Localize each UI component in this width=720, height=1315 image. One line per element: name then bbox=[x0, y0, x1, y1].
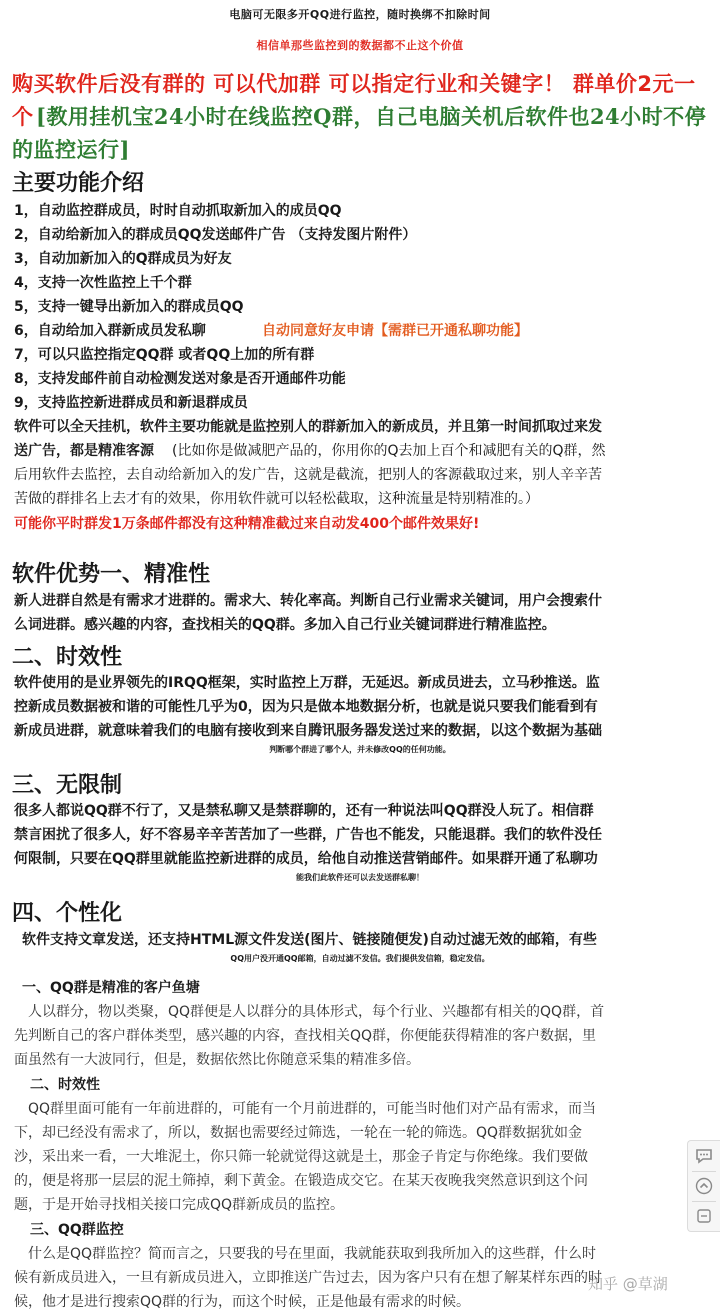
intro-paragraph-example: (比如你是做减肥产品的，你用你的Q去加上百个和减肥有关的Q群，然 bbox=[172, 443, 606, 459]
section-title-timeliness: 二、时效性 bbox=[12, 645, 123, 670]
timeliness-line-2: 控新成员数据被和谐的可能性几乎为0，因为只是做本地数据分析，也就是说只要我们能看到有 bbox=[14, 699, 598, 715]
headline-guaji-cont: 的监控运行] bbox=[12, 137, 130, 162]
monitoring-line-3: 候，他才是进行搜索QQ群的行为，而这个时候，正是他最有需求的时候。 bbox=[14, 1294, 471, 1310]
feature-item-8: 8，支持发邮件前自动检测发送对象是否开通邮件功能 bbox=[14, 371, 346, 387]
side-divider bbox=[692, 1171, 716, 1172]
section-title-unlimited: 三、无限制 bbox=[12, 773, 123, 798]
personalization-line-2: QQ用户没开通QQ邮箱，自动过滤不发信。我们提供发信箱，稳定发信。 bbox=[230, 954, 490, 963]
monitoring-line-1: 什么是QQ群监控？简而言之，只要我的号在里面，我就能获取到我所加入的这些群，什么时 bbox=[28, 1246, 597, 1262]
section-title-precision: 软件优势一、精准性 bbox=[12, 562, 211, 587]
precision-line-1: 新人进群自然是有需求才进群的。需求大、转化率高。判断自己行业需求关键词，用户会搜索什 bbox=[14, 593, 602, 609]
personalization-line-1: 软件支持文章发送，还支持HTML源文件发送(图片、链接随便发)自动过滤无效的邮箱，有些 bbox=[22, 932, 597, 948]
feature-item-6-note: 自动同意好友申请【需群已开通私聊功能】 bbox=[262, 323, 528, 339]
fishpond-line-3: 面虽然有一大波同行，但是，数据依然比你随意采集的精准多倍。 bbox=[14, 1052, 420, 1068]
intro-paragraph-line-2: 送广告，都是精准客源 bbox=[14, 443, 154, 459]
sub-timeliness-line-2: 下，却已经没有需求了，所以，数据也需要经过筛选，一轮在一轮的筛选。QQ群数据犹如金 bbox=[14, 1125, 583, 1141]
feature-item-1: 1，自动监控群成员，时时自动抓取新加入的成员QQ bbox=[14, 203, 342, 219]
fishpond-line-1: 人以群分，物以类聚，QQ群便是人以群分的具体形式，每个行业、兴趣都有相关的QQ群，首 bbox=[28, 1004, 605, 1020]
unlimited-line-1: 很多人都说QQ群不行了，又是禁私聊又是禁群聊的，还有一种说法叫QQ群没人玩了。相信群 bbox=[14, 803, 594, 819]
subheading-fishpond: 一、QQ群是精准的客户鱼塘 bbox=[22, 980, 200, 996]
feature-item-2: 2，自动给新加入的群成员QQ发送邮件广告 （支持发图片附件） bbox=[14, 227, 417, 243]
section-title-features: 主要功能介绍 bbox=[12, 171, 145, 196]
highlight-email-effect: 可能你平时群发1万条邮件都没有这种精准截过来自动发400个邮件效果好! bbox=[14, 516, 480, 532]
feature-item-3: 3，自动加新加入的Q群成员为好友 bbox=[14, 251, 232, 267]
sub-timeliness-line-1: QQ群里面可能有一年前进群的，可能有一个月前进群的，可能当时他们对产品有需求，而当 bbox=[28, 1101, 597, 1117]
back-to-top-icon[interactable] bbox=[694, 1177, 714, 1197]
floating-side-toolbar bbox=[687, 1140, 720, 1232]
sub-timeliness-line-4: 的，便是将那一层层的泥土筛掉，剩下黄金。在锻造成交它。在某天夜晚我突然意识到这个问 bbox=[14, 1173, 588, 1189]
feature-item-4: 4，支持一次性监控上千个群 bbox=[14, 275, 192, 291]
zhihu-watermark: 知乎 @草湖 bbox=[588, 1275, 668, 1293]
headline-multi-open: 电脑可无限多开QQ进行监控，随时换绑不扣除时间 bbox=[229, 8, 491, 21]
precision-line-2: 么词进群。感兴趣的内容，查找相关的QQ群。多加入自己行业关键词群进行精准监控。 bbox=[14, 617, 556, 633]
timeliness-line-3: 新成员进群，就意味着我们的电脑有接收到来自腾讯服务器发送过来的数据，以这个数据为基础 bbox=[14, 723, 602, 739]
headline-guaji: [教用挂机宝24小时在线监控Q群，自己电脑关机后软件也24小时不停 bbox=[36, 104, 707, 129]
side-divider bbox=[692, 1201, 716, 1202]
headline-purchase: 购买软件后没有群的 可以代加群 可以指定行业和关键字！ 群单价2元一 bbox=[12, 72, 696, 96]
sub-timeliness-line-5: 题，于是开始寻找相关接口完成QQ群新成员的监控。 bbox=[14, 1197, 345, 1213]
feature-item-5: 5，支持一键导出新加入的群成员QQ bbox=[14, 299, 244, 315]
sub-timeliness-line-3: 沙，采出来一看，一大堆泥土，你只筛一轮就觉得这就是土，那金子肯定与你绝缘。我们要做 bbox=[14, 1149, 588, 1165]
intro-paragraph-line-4: 苦做的群排名上去才有的效果，你用软件就可以轻松截取，这种流量是特别精准的。） bbox=[14, 491, 539, 507]
unlimited-line-3: 何限制，只要在QQ群里就能监控新进群的成员，给他自动推送营销邮件。如果群开通了私聊功 bbox=[14, 851, 598, 867]
subheading-timeliness: 二、时效性 bbox=[30, 1077, 100, 1093]
feature-item-7: 7，可以只监控指定QQ群 或者QQ上加的所有群 bbox=[14, 347, 315, 363]
unlimited-line-2: 禁言困扰了很多人，好不容易辛辛苦苦加了一些群，广告也不能发，只能退群。我们的软件没任 bbox=[14, 827, 602, 843]
comment-icon[interactable] bbox=[694, 1147, 714, 1167]
feature-item-9: 9，支持监控新进群成员和新退群成员 bbox=[14, 395, 248, 411]
timeliness-line-4: 判断哪个群进了哪个人，并未修改QQ的任何功能。 bbox=[269, 745, 451, 754]
unlimited-line-4: 能我们此软件还可以去发送群私聊！ bbox=[296, 873, 424, 882]
more-icon[interactable] bbox=[694, 1207, 714, 1227]
timeliness-line-1: 软件使用的是业界领先的IRQQ框架，实时监控上万群，无延迟。新成员进去，立马秒推送。监 bbox=[14, 675, 600, 691]
subheading-monitoring: 三、QQ群监控 bbox=[30, 1222, 124, 1238]
intro-paragraph-line-1: 软件可以全天挂机，软件主要功能就是监控别人的群新加入的新成员，并且第一时间抓取过来发 bbox=[14, 419, 602, 435]
headline-purchase-cont: 个 bbox=[12, 105, 34, 129]
monitoring-line-2: 候有新成员进入，一旦有新成员进入，立即推送广告过去，因为客户只有在想了解某样东西的时 bbox=[14, 1270, 602, 1286]
intro-paragraph-line-3: 后用软件去监控，去自动给新加入的发广告，这就是截流，把别人的客源截取过来，别人辛辛苦 bbox=[14, 467, 602, 483]
section-title-personalization: 四、个性化 bbox=[12, 901, 123, 926]
headline-value: 相信单那些监控到的数据都不止这个价值 bbox=[256, 39, 464, 52]
feature-item-6: 6，自动给加入群新成员发私聊 bbox=[14, 323, 206, 339]
fishpond-line-2: 先判断自己的客户群体类型，感兴趣的内容，查找相关QQ群，你便能获得精准的客户数据，里 bbox=[14, 1028, 597, 1044]
